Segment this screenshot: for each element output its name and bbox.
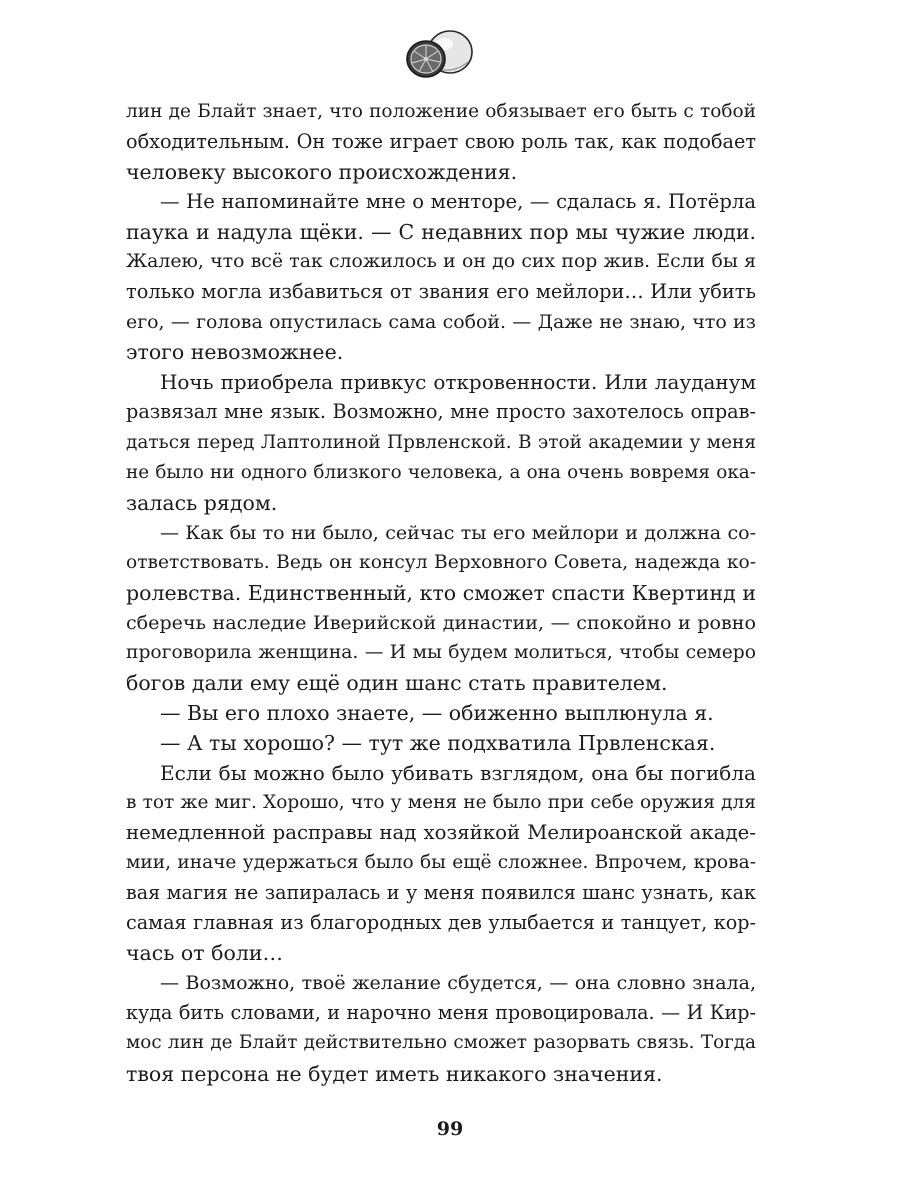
text-line: этого невозможнее. — [126, 340, 344, 365]
text-line: в тот же миг. Хорошо, что у меня не было при себе оружия для — [126, 792, 756, 814]
text-line: обходительным. Он тоже играет свою роль так, как подобает — [126, 130, 756, 154]
text-line: Если бы можно было убивать взглядом, она бы погибла — [160, 761, 756, 786]
text-line: проговорила женщина. — И мы будем молиться, чтобы семеро — [126, 641, 756, 663]
text-line: даться перед Лаптолиной Првленской. В этой академии у меня — [126, 431, 756, 453]
text-line: куда бить словами, и нарочно меня провоцировала. — И Кир- — [126, 1001, 756, 1025]
text-line: лин де Блайт знает, что положение обязывает его быть с тобой — [126, 101, 756, 122]
text-line: самая главная из благородных дев улыбается и танцует, кор- — [126, 911, 756, 935]
text-line: сберечь наследие Иверийской династии, — спокойно и ровно — [126, 610, 756, 634]
text-line: развязал мне язык. Возможно, мне просто захотелось оправ- — [126, 400, 756, 424]
text-line: паука и надула щёки. — С недавних пор мы чужие люди. — [126, 220, 756, 245]
text-line: — Не напоминайте мне о менторе, — сдалась я. Потёрла — [160, 190, 756, 214]
text-line: твоя персона не будет иметь никакого значения. — [126, 1061, 663, 1086]
text-line: вая магия не запиралась и у меня появился шанс узнать, как — [126, 881, 756, 905]
citrus-fruit-illustration-icon — [402, 26, 478, 82]
text-line: его, — голова опустилась сама собой. — Даже не знаю, что из — [126, 311, 756, 334]
text-line: только могла избавиться от звания его мейлори… Или убить — [126, 280, 756, 304]
text-line: — Вы его плохо знаете, — обиженно выплюнула я. — [160, 700, 714, 725]
text-line: чась от боли… — [126, 941, 284, 966]
page-number: 99 — [436, 1118, 464, 1140]
text-line: — Возможно, твоё желание сбудется, — она словно знала, — [160, 972, 756, 995]
text-line: — А ты хорошо? — тут же подхватила Првленская. — [160, 730, 716, 755]
text-line: ролевства. Единственный, кто сможет спасти Квертинд и — [126, 580, 756, 605]
text-line: не было ни одного близкого человека, а она очень вовремя ока- — [126, 461, 756, 483]
text-line: — Как бы то ни было, сейчас ты его мейлори и должна со- — [160, 521, 756, 544]
text-line: мос лин де Блайт действительно сможет разорвать связь. Тогда — [126, 1032, 756, 1054]
text-line: человеку высокого происхождения. — [126, 160, 518, 185]
page-body-text — [126, 97, 756, 1089]
text-line: Ночь приобрела привкус откровенности. Или лауданум — [160, 370, 756, 395]
text-line: залась рядом. — [126, 490, 278, 515]
text-line: Жалею, что всё так сложилось и он до сих пор жив. Если бы я — [126, 251, 756, 273]
text-line: мии, иначе удержаться было бы ещё сложнее. Впрочем, крова- — [126, 852, 756, 874]
text-line: немедленной расправы над хозяйкой Мелироанской акаде- — [126, 821, 756, 845]
text-line: ответствовать. Ведь он консул Верховного Совета, надежда ко- — [126, 551, 756, 573]
text-line: богов дали ему ещё один шанс стать правителем. — [126, 670, 668, 695]
